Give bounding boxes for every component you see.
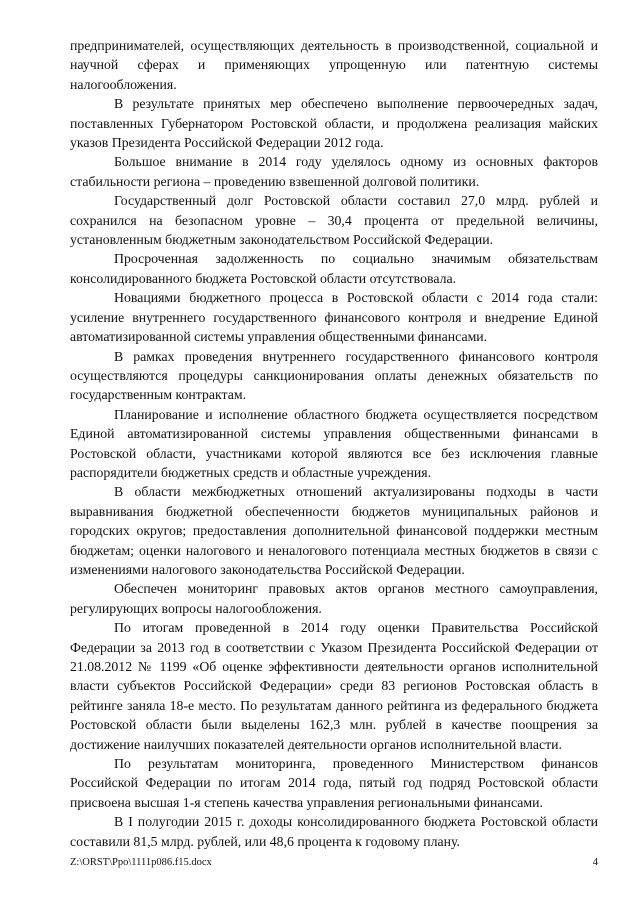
paragraph: Большое внимание в 2014 году уделялось одному из основных факторов стабильности региона – проведению взвешенной долговой политики.: [70, 154, 598, 189]
paragraph: В результате принятых мер обеспечено выполнение первоочередных задач, поставленных Губернатором Ростовской области, и продолжена реализация майских указов Президента Российской Федерации 2012 года.: [70, 96, 598, 151]
paragraph: В области межбюджетных отношений актуализированы подходы в части выравнивания бюджетной обеспеченности бюджетов муниципальных районов и городских округов; предоставления дополнительной финансовой поддержки местным бюджетам; оценки налогового и неналогового потенциала местных бюджетов в связи с изменениями налогового законодательства Российской Федерации.: [70, 484, 598, 577]
paragraph: По итогам проведенной в 2014 году оценки Правительства Российской Федерации за 2013 год в соответствии с Указом Президента Российской Федерации от 21.08.2012 № 1199 «Об оценке эффективности деятельности органов исполнительной власти субъектов Российской Федерации» среди 83 регионов Ростовская область в рейтинге заняла 18-е место. По результатам данного рейтинга из федерального бюджета Ростовской области были выделены 162,3 млн. рублей в качестве поощрения за достижение наилучших показателей деятельности органов исполнительной власти.: [70, 620, 598, 752]
paragraph: Государственный долг Ростовской области составил 27,0 млрд. рублей и сохранился на безопасном уровне – 30,4 процента от предельной величины, установленным бюджетным законодательством Российской Федерации.: [70, 193, 598, 248]
paragraph: По результатам мониторинга, проведенного Министерством финансов Российской Федерации по итогам 2014 года, пятый год подряд Ростовской области присвоена высшая 1-я степень качества управления региональными финансами.: [70, 756, 598, 810]
paragraph: В рамках проведения внутреннего государственного финансового контроля осуществляются процедуры санкционирования оплаты денежных обязательств по государственным контрактам.: [70, 348, 598, 403]
paragraph: Просроченная задолженность по социально значимым обязательствам консолидированного бюджета Ростовской области отсутствовала.: [70, 251, 598, 286]
paragraph: предпринимателей, осуществляющих деятельность в производственной, социальной и научной сферах и применяющих упрощенную или патентную системы налогообложения.: [70, 38, 598, 92]
page-number: 4: [592, 857, 598, 868]
paragraph: Обеспечен мониторинг правовых актов органов местного самоуправления, регулирующих вопросы налогообложения.: [70, 581, 598, 616]
footer-file-path: Z:\ORST\Ppo\1111p086.f15.docx: [70, 857, 212, 868]
paragraph: Планирование и исполнение областного бюджета осуществляется посредством Единой автоматизированной системы управления общественными финансами в Ростовской области, участниками которой являются все без исключения главные распорядители бюджетных средств и областные учреждения.: [70, 406, 598, 480]
paragraph: В I полугодии 2015 г. доходы консолидированного бюджета Ростовской области составили 81,5 млрд. рублей, или 48,6 процента к годовому плану.: [70, 814, 598, 849]
document-body: [70, 36, 598, 851]
paragraph: Новациями бюджетного процесса в Ростовской области с 2014 года стали: усиление внутреннего государственного финансового контроля и внедрение Единой автоматизированной системы управления общественными финансами.: [70, 290, 598, 345]
